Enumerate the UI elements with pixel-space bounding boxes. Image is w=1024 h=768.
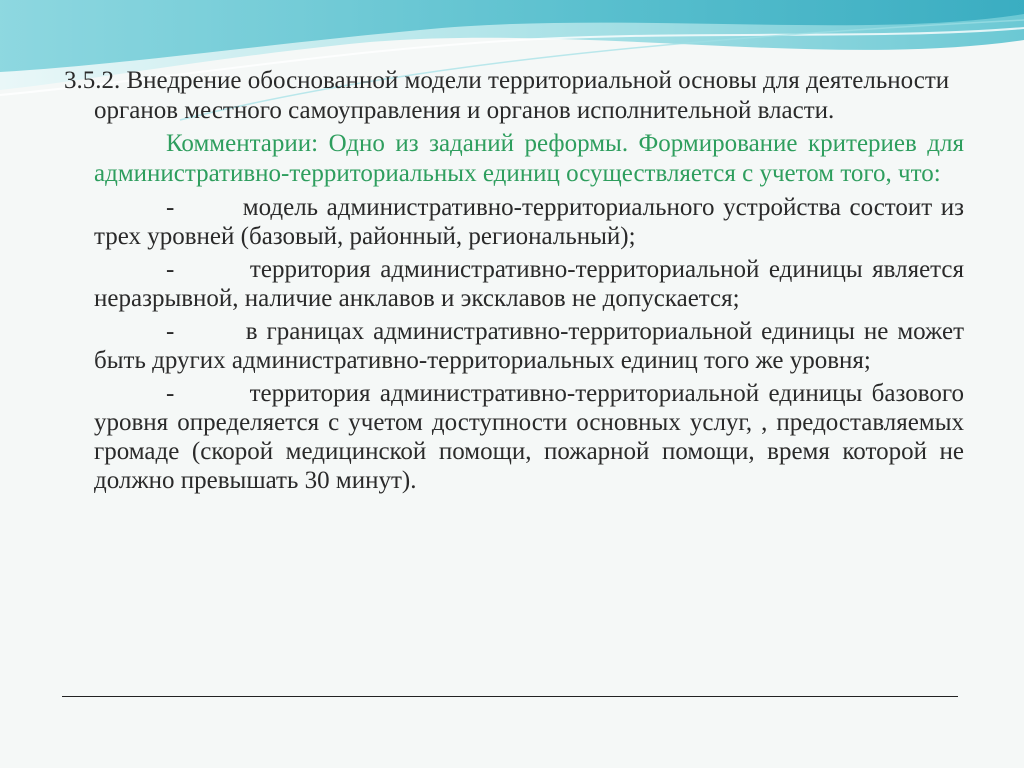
list-item: - территория административно-территориальной единицы является неразрывной, наличие анклавов и эксклавов не допускается; (94, 256, 971, 312)
footer-divider (62, 696, 958, 697)
section-heading: 3.5.2. Внедрение обоснованной модели территориальной основы для деятельности органов местного самоуправления и органов исполнительной власти. (64, 67, 950, 124)
list-item: - модель административно-территориального устройства состоит из трех уровней (базовый, районный, региональный); (94, 194, 971, 250)
list-item: - территория административно-территориальной единицы базового уровня определяется с учетом доступности основных услуг, , предоставляемых громаде (скорой медицинской помощи, пожарной помощи, время которой не должно превышать 30 минут). (94, 380, 971, 494)
list-item: - в границах административно-территориальной единицы не может быть других административно-территориальных единиц того же уровня; (94, 318, 971, 374)
slide-body (64, 66, 971, 495)
comment-paragraph: Комментарии: Одно из заданий реформы. Формирование критериев для административно-территориальных единиц осуществляется с учетом того, что: (94, 130, 964, 187)
